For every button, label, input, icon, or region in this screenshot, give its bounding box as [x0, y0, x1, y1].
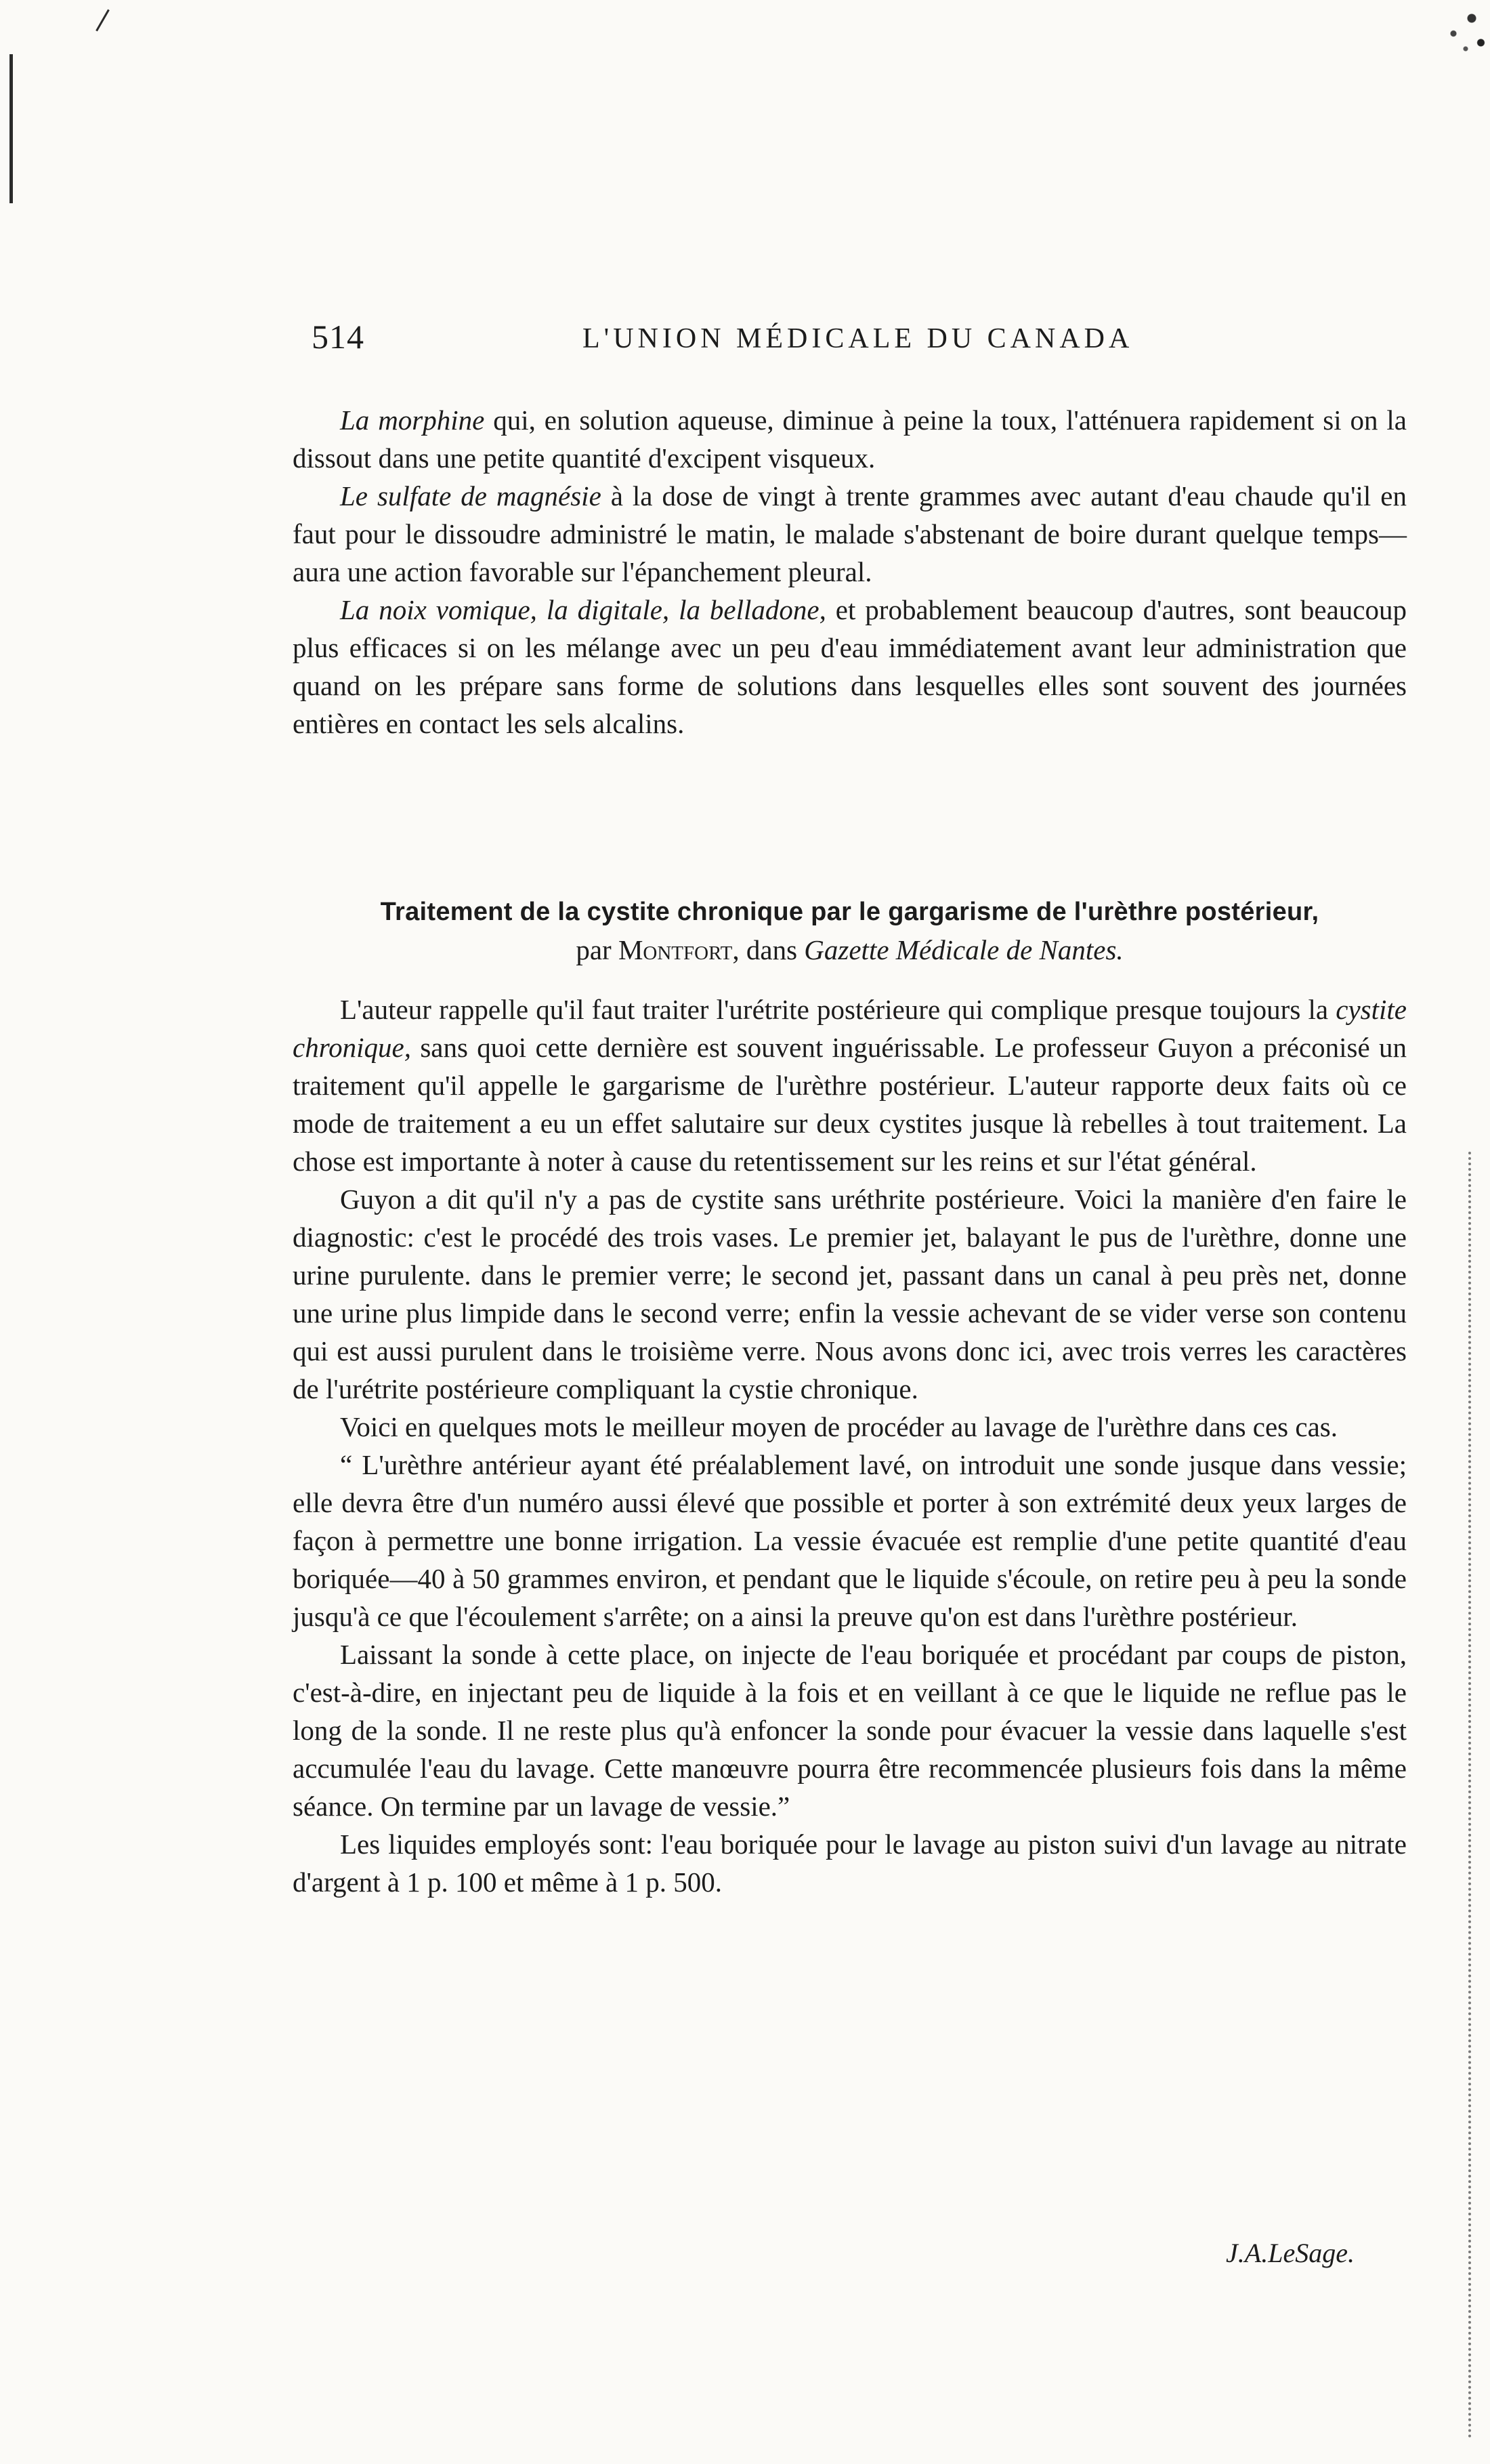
continued-text	[293, 401, 1407, 743]
scan-mark-top-left	[9, 54, 13, 203]
italic-term: La morphine	[340, 404, 485, 436]
paragraph-method-intro: Voici en quelques mots le meilleur moyen de procéder au lavage de l'urèthre dans ces cas.	[340, 1411, 1338, 1442]
italic-term: La noix vomique, la digitale, la belladone,	[340, 594, 826, 625]
running-head: L'UNION MÉDICALE DU CANADA	[582, 323, 1134, 354]
paragraph-intro: L'auteur rappelle qu'il faut traiter l'urétrite postérieure qui complique presque toujours la cystite chronique, sans quoi cette dernière est souvent inguérissable. Le professeur Guyon a préconisé un traitement qu'il appelle le gargarisme de l'urèthre postérieur. L'auteur rapporte deux faits où ce mode de traitement a eu un effet salutaire sur deux cystites jusque là rebelles à tout traitement. La chose est importante à noter à cause du retentissement sur les reins et sur l'état général.	[293, 994, 1407, 1177]
paragraph-quote-2: Laissant la sonde à cette place, on injecte de l'eau boriquée et procédant par coups de piston, c'est-à-dire, en injectant peu de liquide à la fois et en veillant à ce que le liquide ne reflue pas le long de la sonde. Il ne reste plus qu'à enfoncer la sonde pour évacuer la vessie dans laquelle s'est accumulée l'eau du lavage. Cette manœuvre pourra être recommencée plusieurs fois dans la même séance. On termine par un lavage de vessie.”	[293, 1639, 1407, 1822]
page-number: 514	[312, 318, 364, 356]
article-heading	[293, 893, 1407, 969]
paragraph-quote-1: “ L'urèthre antérieur ayant été préalablement lavé, on introduit une sonde jusque dans vessie; elle devra être d'un numéro aussi élevé que possible et porter à son extrémité deux yeux larges de façon à permettre une bonne irrigation. La vessie évacuée est remplie d'une petite quantité d'eau boriquée—40 à 50 grammes environ, et pendant que le liquide s'écoule, on retire peu à peu la sonde jusqu'à ce que l'écoulement s'arrête; on a ainsi la preuve qu'on est dans l'urèthre postérieur.	[293, 1449, 1407, 1632]
corner-speckle	[1429, 0, 1490, 61]
source-journal: Gazette Médicale de Nantes.	[804, 934, 1124, 965]
binding-dots	[1466, 1152, 1471, 2439]
author-name: Montfort	[618, 934, 733, 965]
signature: J.A.LeSage.	[1226, 2238, 1355, 2268]
scan-mark-top-left-2	[95, 9, 110, 32]
paragraph-sulfate: Le sulfate de magnésie à la dose de vingt à trente grammes avec autant d'eau chaude qu'il en faut pour le dissoudre administré le matin, le malade s'abstenant de boire durant quelque temps—aura une action favorable sur l'épanchement pleural.	[293, 480, 1407, 587]
article-body	[293, 990, 1407, 1901]
paragraph-morphine: La morphine qui, en solution aqueuse, diminue à peine la toux, l'atténuera rapidement si on la dissout dans une petite quantité d'excipent visqueux.	[293, 404, 1407, 474]
article-title: Traitement de la cystite chronique par le gargarisme de l'urèthre postérieur,	[380, 898, 1319, 926]
article-byline: par Montfort, dans Gazette Médicale de Nantes.	[576, 934, 1124, 965]
italic-term: Le sulfate de magnésie	[340, 480, 601, 511]
paragraph-liquids: Les liquides employés sont: l'eau boriquée pour le lavage au piston suivi d'un lavage au nitrate d'argent à 1 p. 100 et même à 1 p. 500.	[293, 1829, 1407, 1898]
page-header	[312, 317, 1409, 371]
paragraph-noix-vomique: La noix vomique, la digitale, la belladone, et probablement beaucoup d'autres, sont beaucoup plus efficaces si on les mélange avec un peu d'eau immédiatement avant leur administration que quand on les prépare sans forme de solutions dans lesquelles elles sont souvent des journées entières en contact les sels alcalins.	[293, 594, 1407, 739]
paragraph-diagnostic: Guyon a dit qu'il n'y a pas de cystite sans uréthrite postérieure. Voici la manière d'en faire le diagnostic: c'est le procédé des trois vases. Le premier jet, balayant le pus de l'urèthre, donne une urine purulente. dans le premier verre; le second jet, passant dans un canal à peu près net, donne une urine plus limpide dans le second verre; enfin la vessie achevant de se vider verse son contenu qui est aussi purulent dans le troisième verre. Nous avons donc ici, avec trois verres les caractères de l'urétrite postérieure compliquant la cystie chronique.	[293, 1184, 1407, 1404]
